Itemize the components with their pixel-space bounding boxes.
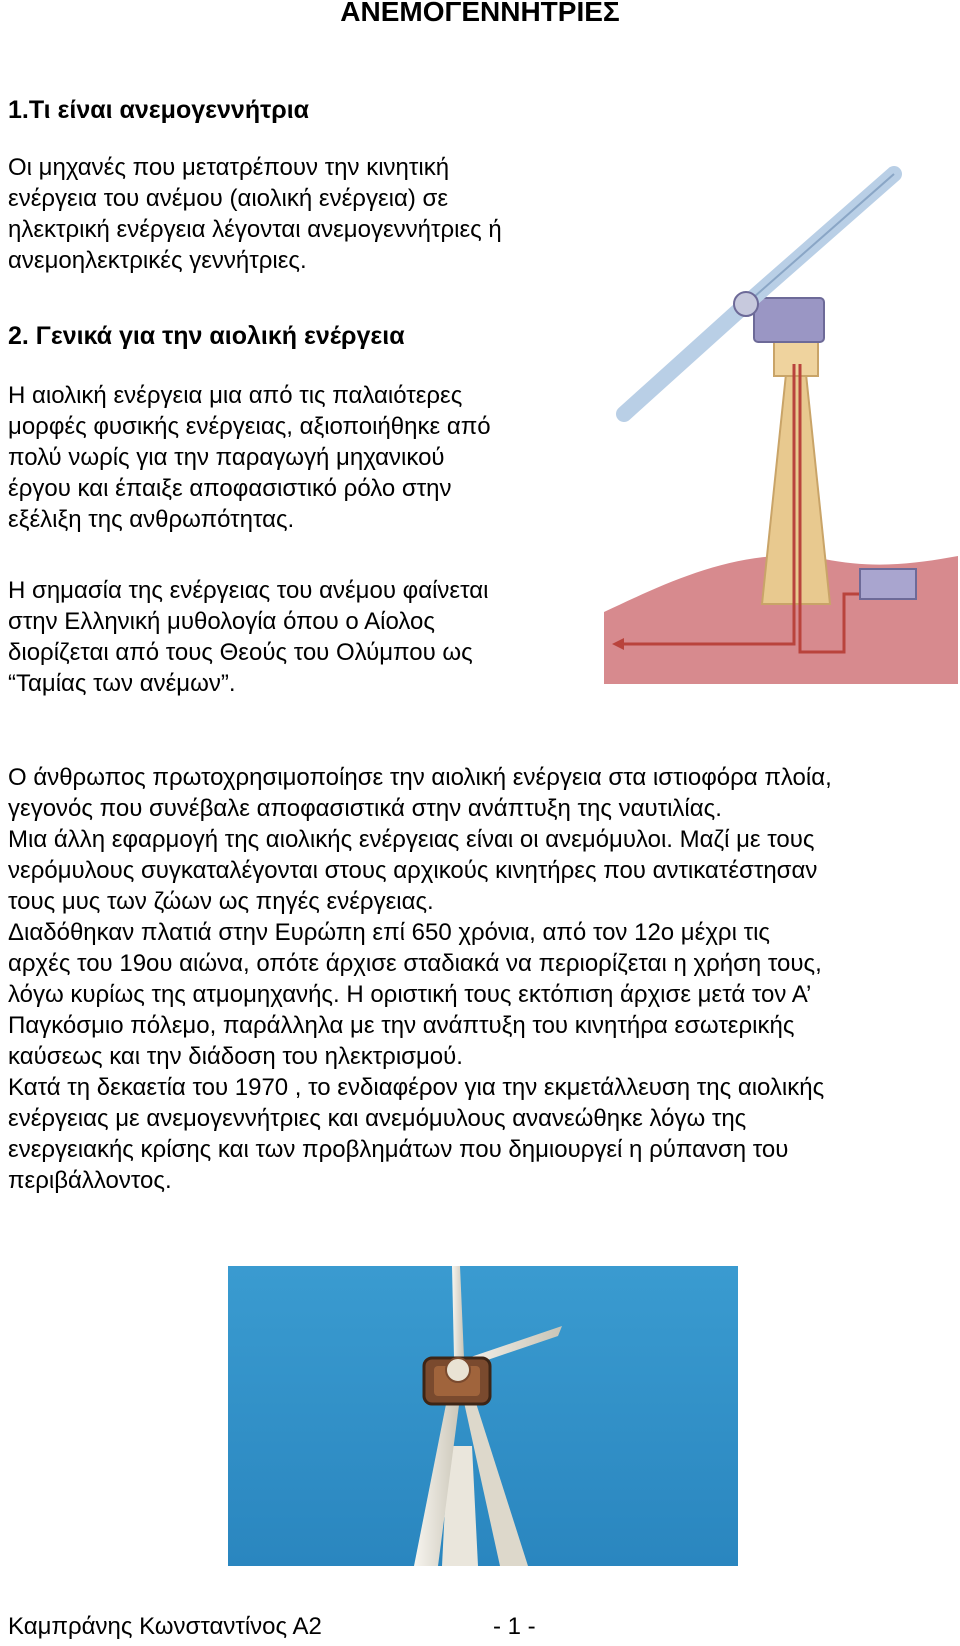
text-line: “Ταμίας των ανέμων”.: [8, 670, 236, 697]
text-line: ενεργειακής κρίσης και των προβλημάτων που δημιουργεί η ρύπανση του: [8, 1136, 789, 1163]
footer-author: Καμπράνης Κωνσταντίνος Α2: [8, 1613, 322, 1640]
text-line: νερόμυλους συγκαταλέγονται στους αρχικούς κινητήρες που αντικατέστησαν: [8, 857, 818, 884]
page-number: - 1 -: [493, 1613, 536, 1640]
wind-turbine-diagram: [604, 164, 958, 684]
section1-heading: 1.Τι είναι ανεμογεννήτρια: [8, 96, 310, 124]
wind-turbine-photo: [228, 1266, 738, 1566]
text-line: τους μυς των ζώων ως πηγές ενέργειας.: [8, 888, 434, 915]
text-line: διορίζεται από τους Θεούς του Ολύμπου ως: [8, 639, 473, 666]
diagram-tower-top: [774, 340, 818, 376]
diagram-ground-station: [860, 569, 916, 599]
text-line: Ο άνθρωπος πρωτοχρησιμοποίησε την αιολική ενέργεια στα ιστιοφόρα πλοία,: [8, 764, 832, 791]
diagram-hub: [734, 292, 758, 316]
text-line: καύσεως και την διάδοση του ηλεκτρισμού.: [8, 1043, 463, 1070]
section2-paragraph-1: [8, 380, 491, 535]
text-line: περιβάλλοντος.: [8, 1167, 172, 1194]
text-line: ανεμοηλεκτρικές γεννήτριες.: [8, 247, 307, 274]
text-line: ενέργειας με ανεμογεννήτριες και ανεμόμυλους ανανεώθηκε λόγω της: [8, 1105, 747, 1132]
text-line: ηλεκτρική ενέργεια λέγονται ανεμογεννήτριες ή: [8, 216, 502, 243]
text-line: εξέλιξη της ανθρωπότητας.: [8, 506, 295, 533]
text-line: Παγκόσμιο πόλεμο, παράλληλα με την ανάπτυξη του κινητήρα εσωτερικής: [8, 1012, 795, 1039]
document-title: ΑΝΕΜΟΓΕΝΝΗΤΡΙΕΣ: [340, 0, 620, 27]
text-line: Κατά τη δεκαετία του 1970 , το ενδιαφέρον για την εκμετάλλευση της αιολικής: [8, 1074, 825, 1101]
text-line: Μια άλλη εφαρμογή της αιολικής ενέργειας είναι οι ανεμόμυλοι. Μαζί με τους: [8, 826, 815, 853]
photo-sky: [228, 1266, 738, 1566]
photo-hub: [446, 1358, 470, 1382]
text-line: αρχές του 19ου αιώνα, οπότε άρχισε σταδιακά να περιορίζεται η χρήση τους,: [8, 950, 822, 977]
text-line: Διαδόθηκαν πλατιά στην Ευρώπη επί 650 χρόνια, από τον 12ο μέχρι τις: [8, 919, 770, 946]
section1-paragraph: [8, 152, 502, 276]
text-line: έργου και έπαιξε αποφασιστικό ρόλο στην: [8, 475, 452, 502]
text-line: πολύ νωρίς για την παραγωγή μηχανικού: [8, 444, 445, 471]
text-line: Η σημασία της ενέργειας του ανέμου φαίνεται: [8, 577, 489, 604]
section2-heading: 2. Γενικά για την αιολική ενέργεια: [8, 322, 405, 350]
section2-paragraph-3: [8, 762, 832, 1196]
text-line: Η αιολική ενέργεια μια από τις παλαιότερες: [8, 382, 463, 409]
diagram-nacelle: [754, 298, 824, 342]
text-line: Οι μηχανές που μετατρέπουν την κινητική: [8, 154, 450, 181]
text-line: γεγονός που συνέβαλε αποφασιστικά στην ανάπτυξη της ναυτιλίας.: [8, 795, 722, 822]
text-line: ενέργεια του ανέμου (αιολική ενέργεια) σε: [8, 185, 449, 212]
text-line: λόγω κυρίως της ατμομηχανής. Η οριστική τους εκτόπιση άρχισε μετά τον Α’: [8, 981, 812, 1008]
section2-paragraph-2: [8, 575, 488, 699]
text-line: στην Ελληνική μυθολογία όπου ο Αίολος: [8, 608, 435, 635]
text-line: μορφές φυσικής ενέργειας, αξιοποιήθηκε από: [8, 413, 491, 440]
